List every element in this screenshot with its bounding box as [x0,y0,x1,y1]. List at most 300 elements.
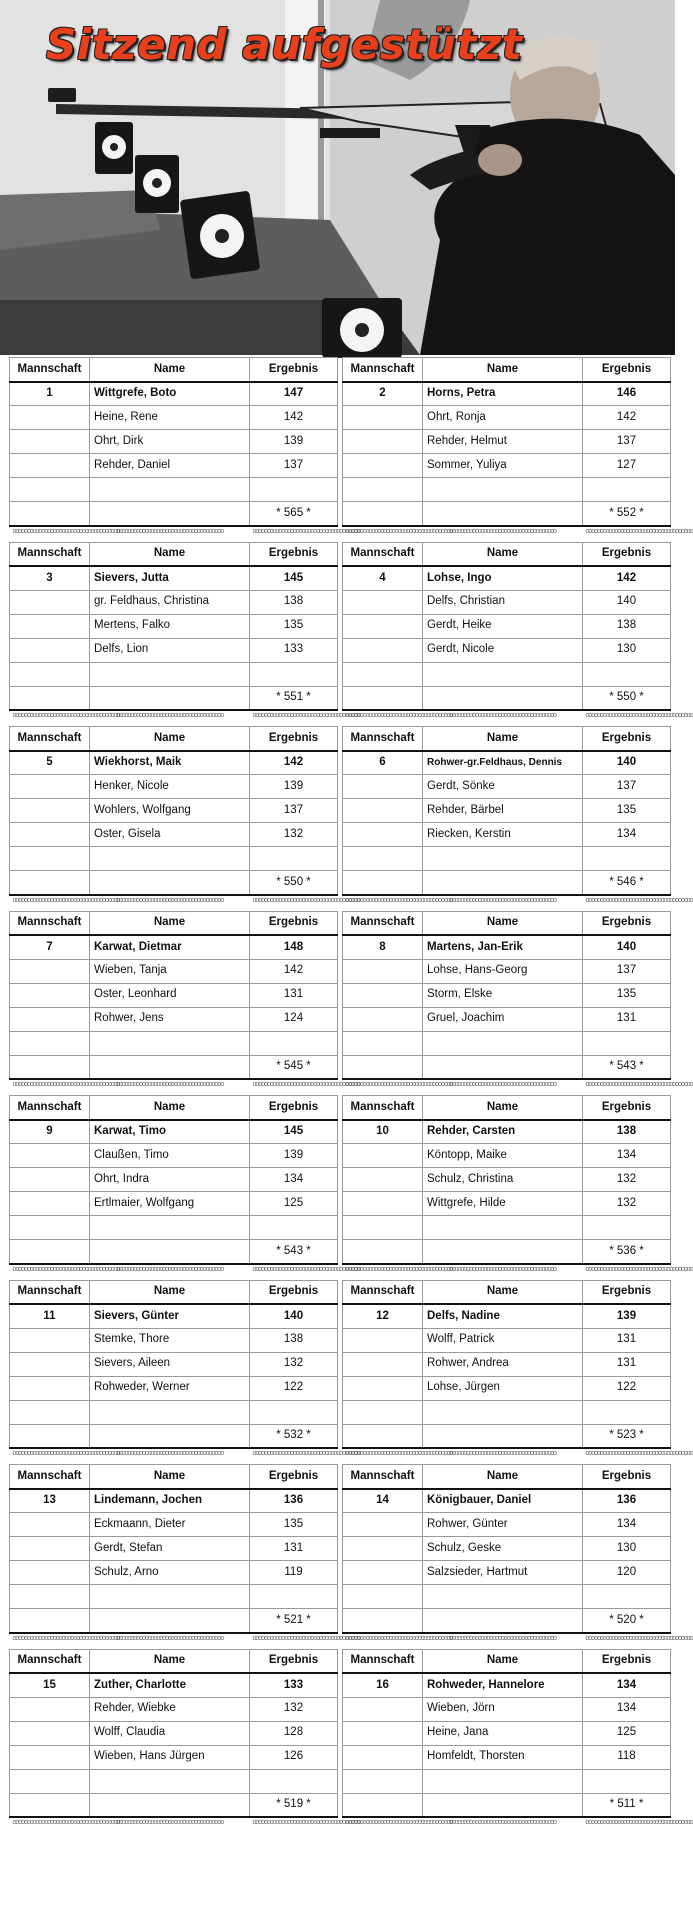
blank-row [343,1216,671,1240]
member-score: 134 [583,823,671,847]
team-number [10,1168,90,1192]
column-header-result: Ergebnis [583,727,671,751]
blank-row [343,662,671,686]
column-header-result: Ergebnis [250,1465,338,1489]
total-row [10,1793,338,1817]
team-total: * 543 * [583,1055,671,1079]
member-score: 137 [250,454,338,478]
column-header-name: Name [423,358,583,382]
total-row [343,686,671,710]
member-name: Köntopp, Maike [423,1144,583,1168]
member-score: 139 [250,1144,338,1168]
table-row [343,1561,671,1585]
column-header-name: Name [90,1096,250,1120]
member-score: 130 [583,1537,671,1561]
member-score: 139 [583,1304,671,1328]
team-total: * 552 * [583,502,671,526]
team-row [9,726,693,911]
team-table [9,1649,360,1834]
team-number: 12 [343,1304,423,1328]
dotted-separator: ooooooooooooooooooooooooooooooooooooo ooooooooooooooooooooooooooooooooooooo ooooooooooooooooooooooooooooooooooooo [343,710,671,726]
column-header-name: Name [90,727,250,751]
member-name: Sievers, Günter [90,1304,250,1328]
member-score: 133 [250,1673,338,1697]
table-row [10,1328,338,1352]
table-header-row [343,1280,671,1304]
member-name: Rehder, Wiebke [90,1697,250,1721]
member-name: Sievers, Jutta [90,566,250,590]
member-name: Mertens, Falko [90,614,250,638]
team-number [343,1561,423,1585]
blank-row [343,1400,671,1424]
table-row [343,1376,671,1400]
table-row [10,566,338,590]
table-row [343,799,671,823]
table-row [10,1561,338,1585]
table-header-row [343,1465,671,1489]
dotted-separator: ooooooooooooooooooooooooooooooooooooo ooooooooooooooooooooooooooooooooooooo ooooooooooooooooooooooooooooooooooooo [343,1817,671,1833]
column-header-name: Name [423,727,583,751]
team-number [343,959,423,983]
team-number [10,799,90,823]
team-number: 13 [10,1489,90,1513]
column-header-name: Name [90,1465,250,1489]
column-header-result: Ergebnis [583,542,671,566]
member-score: 138 [250,1328,338,1352]
table-header-row [10,727,338,751]
member-name: Gerdt, Heike [423,614,583,638]
member-score: 146 [583,382,671,406]
team-number [10,1352,90,1376]
member-score: 145 [250,1120,338,1144]
column-header-name: Name [423,1280,583,1304]
team-table [342,357,693,542]
team-table [342,1649,693,1834]
member-name: Delfs, Lion [90,638,250,662]
member-score: 131 [583,1352,671,1376]
table-row [10,1120,338,1144]
member-score: 132 [250,1352,338,1376]
table-row [10,590,338,614]
member-name: Zuther, Charlotte [90,1673,250,1697]
team-table [342,726,693,911]
table-row [343,614,671,638]
team-row [9,542,693,727]
table-header-row [343,1096,671,1120]
team-number [10,959,90,983]
column-header-result: Ergebnis [583,1096,671,1120]
team-number [343,983,423,1007]
table-row [343,454,671,478]
team-number: 10 [343,1120,423,1144]
member-score: 137 [250,799,338,823]
column-header-team: Mannschaft [343,911,423,935]
member-name: Königbauer, Daniel [423,1489,583,1513]
table-row [10,1513,338,1537]
column-header-name: Name [423,1096,583,1120]
table-row [343,1673,671,1697]
team-number [343,1168,423,1192]
member-name: Heine, Rene [90,406,250,430]
team-number [343,1007,423,1031]
team-number [343,1144,423,1168]
table-row [343,382,671,406]
team-number: 6 [343,751,423,775]
team-number [10,1745,90,1769]
total-row [10,502,338,526]
member-score: 137 [583,959,671,983]
member-score: 138 [583,614,671,638]
team-table [342,542,693,727]
dotted-separator: ooooooooooooooooooooooooooooooooooooo ooooooooooooooooooooooooooooooooooooo ooooooooooooooooooooooooooooooooooooo [343,895,671,911]
member-name: Oster, Gisela [90,823,250,847]
team-number [10,1721,90,1745]
table-header-row [10,911,338,935]
member-score: 138 [583,1120,671,1144]
team-number [343,1721,423,1745]
table-header-row [343,1649,671,1673]
column-header-team: Mannschaft [10,911,90,935]
member-name: Stemke, Thore [90,1328,250,1352]
member-score: 133 [250,638,338,662]
column-header-name: Name [423,1649,583,1673]
column-header-result: Ergebnis [583,358,671,382]
blank-row [343,478,671,502]
table-row [10,799,338,823]
dotted-separator: ooooooooooooooooooooooooooooooooooooo ooooooooooooooooooooooooooooooooooooo ooooooooooooooooooooooooooooooooooooo [10,1264,338,1280]
team-total: * 520 * [583,1609,671,1633]
team-number [10,430,90,454]
total-row [343,502,671,526]
member-score: 142 [250,751,338,775]
column-header-team: Mannschaft [343,358,423,382]
member-score: 135 [583,983,671,1007]
column-header-name: Name [90,1649,250,1673]
dotted-separator: ooooooooooooooooooooooooooooooooooooo ooooooooooooooooooooooooooooooooooooo ooooooooooooooooooooooooooooooooooooo [10,710,338,726]
member-score: 138 [250,590,338,614]
member-score: 139 [250,775,338,799]
member-score: 142 [250,959,338,983]
member-score: 132 [583,1192,671,1216]
team-total: * 523 * [583,1424,671,1448]
team-number [343,1328,423,1352]
team-table [9,1280,360,1465]
column-header-team: Mannschaft [10,1465,90,1489]
table-row [343,751,671,775]
total-row [10,1424,338,1448]
member-score: 134 [583,1697,671,1721]
team-number [343,1697,423,1721]
table-row [343,1007,671,1031]
total-row [343,871,671,895]
column-header-name: Name [90,542,250,566]
team-table [342,911,693,1096]
table-row [343,935,671,959]
member-score: 134 [583,1673,671,1697]
member-name: Gerdt, Stefan [90,1537,250,1561]
member-name: Karwat, Timo [90,1120,250,1144]
member-name: Wittgrefe, Hilde [423,1192,583,1216]
team-number: 5 [10,751,90,775]
column-header-result: Ergebnis [250,358,338,382]
column-header-result: Ergebnis [250,727,338,751]
column-header-name: Name [90,911,250,935]
team-number: 14 [343,1489,423,1513]
member-name: Schulz, Arno [90,1561,250,1585]
team-number: 7 [10,935,90,959]
blank-row [10,1216,338,1240]
table-row [343,1144,671,1168]
team-number [10,983,90,1007]
column-header-name: Name [423,911,583,935]
column-header-team: Mannschaft [10,358,90,382]
member-name: Wolff, Patrick [423,1328,583,1352]
column-header-result: Ergebnis [250,911,338,935]
team-number [343,406,423,430]
team-number: 3 [10,566,90,590]
member-score: 148 [250,935,338,959]
table-row [343,959,671,983]
table-row [343,1537,671,1561]
member-name: Schulz, Christina [423,1168,583,1192]
team-number: 9 [10,1120,90,1144]
dotted-separator: ooooooooooooooooooooooooooooooooooooo ooooooooooooooooooooooooooooooooooooo ooooooooooooooooooooooooooooooooooooo [10,895,338,911]
member-score: 145 [250,566,338,590]
team-number [343,775,423,799]
page-title: Sitzend aufgestützt [46,20,523,69]
table-row [343,1745,671,1769]
team-table [9,911,360,1096]
dotted-separator: ooooooooooooooooooooooooooooooooooooo ooooooooooooooooooooooooooooooooooooo ooooooooooooooooooooooooooooooooooooo [343,526,671,542]
column-header-team: Mannschaft [10,1280,90,1304]
team-number [343,1376,423,1400]
dotted-separator: ooooooooooooooooooooooooooooooooooooo ooooooooooooooooooooooooooooooooooooo ooooooooooooooooooooooooooooooooooooo [343,1633,671,1649]
team-number [343,454,423,478]
blank-row [10,1585,338,1609]
total-row [10,686,338,710]
table-row [10,1697,338,1721]
table-header-row [343,358,671,382]
member-score: 134 [583,1513,671,1537]
member-score: 128 [250,1721,338,1745]
team-table [9,357,360,542]
blank-row [10,662,338,686]
table-row [10,1376,338,1400]
team-number [343,799,423,823]
column-header-result: Ergebnis [583,1465,671,1489]
blank-row [10,1400,338,1424]
team-number [343,1537,423,1561]
member-name: Rehder, Helmut [423,430,583,454]
team-total: * 511 * [583,1793,671,1817]
table-header-row [343,727,671,751]
total-row [10,1055,338,1079]
column-header-result: Ergebnis [250,1649,338,1673]
table-row [10,454,338,478]
column-header-team: Mannschaft [343,1465,423,1489]
team-number [343,430,423,454]
member-name: Wittgrefe, Boto [90,382,250,406]
team-number [343,614,423,638]
total-row [343,1240,671,1264]
member-name: Gruel, Joachim [423,1007,583,1031]
table-row [10,983,338,1007]
member-score: 122 [583,1376,671,1400]
team-table [9,1095,360,1280]
column-header-team: Mannschaft [343,542,423,566]
member-score: 136 [583,1489,671,1513]
table-row [343,566,671,590]
table-row [10,1352,338,1376]
table-row [10,1192,338,1216]
column-header-team: Mannschaft [343,727,423,751]
blank-row [10,478,338,502]
table-header-row [10,358,338,382]
table-row [343,1352,671,1376]
column-header-team: Mannschaft [10,727,90,751]
member-name: Gerdt, Nicole [423,638,583,662]
member-name: Rohweder, Hannelore [423,1673,583,1697]
team-number [10,1144,90,1168]
team-table [9,542,360,727]
member-name: Rohwer, Andrea [423,1352,583,1376]
table-row [10,1168,338,1192]
member-name: Ertlmaier, Wolfgang [90,1192,250,1216]
member-score: 131 [250,983,338,1007]
column-header-team: Mannschaft [343,1280,423,1304]
team-total: * 545 * [250,1055,338,1079]
team-number [343,1513,423,1537]
member-score: 131 [583,1328,671,1352]
total-row [343,1609,671,1633]
member-score: 120 [583,1561,671,1585]
table-row [10,823,338,847]
team-total: * 550 * [583,686,671,710]
team-table [342,1464,693,1649]
team-table [9,1464,360,1649]
dotted-separator: ooooooooooooooooooooooooooooooooooooo ooooooooooooooooooooooooooooooooooooo ooooooooooooooooooooooooooooooooooooo [10,526,338,542]
table-row [343,1120,671,1144]
column-header-result: Ergebnis [250,1096,338,1120]
results-grid [9,357,693,1833]
team-number [10,638,90,662]
member-name: Storm, Elske [423,983,583,1007]
member-name: Heine, Jana [423,1721,583,1745]
dotted-separator: ooooooooooooooooooooooooooooooooooooo ooooooooooooooooooooooooooooooooooooo ooooooooooooooooooooooooooooooooooooo [343,1448,671,1464]
member-name: Lohse, Hans-Georg [423,959,583,983]
team-total: * 543 * [250,1240,338,1264]
table-row [10,638,338,662]
table-row [10,959,338,983]
member-score: 137 [583,775,671,799]
member-score: 142 [583,406,671,430]
table-row [10,1537,338,1561]
member-name: Riecken, Kerstin [423,823,583,847]
member-name: Schulz, Geske [423,1537,583,1561]
team-total: * 546 * [583,871,671,895]
member-name: gr. Feldhaus, Christina [90,590,250,614]
table-row [343,1489,671,1513]
table-row [10,430,338,454]
total-row [343,1793,671,1817]
member-score: 140 [583,590,671,614]
team-number [10,1513,90,1537]
table-row [10,935,338,959]
member-score: 132 [250,823,338,847]
team-total: * 536 * [583,1240,671,1264]
dotted-separator: ooooooooooooooooooooooooooooooooooooo ooooooooooooooooooooooooooooooooooooo ooooooooooooooooooooooooooooooooooooo [10,1817,338,1833]
table-row [343,1721,671,1745]
column-header-result: Ergebnis [583,1280,671,1304]
table-row [343,1328,671,1352]
table-header-row [343,911,671,935]
blank-row [343,847,671,871]
column-header-team: Mannschaft [343,1649,423,1673]
team-row [9,1649,693,1834]
member-name: Wieben, Jörn [423,1697,583,1721]
table-row [10,1673,338,1697]
team-total: * 550 * [250,871,338,895]
team-number [10,1376,90,1400]
member-score: 127 [583,454,671,478]
team-number: 2 [343,382,423,406]
member-name: Lohse, Jürgen [423,1376,583,1400]
team-table [9,726,360,911]
table-row [343,430,671,454]
member-score: 131 [583,1007,671,1031]
member-name: Lindemann, Jochen [90,1489,250,1513]
table-row [10,1745,338,1769]
team-number [10,1007,90,1031]
table-row [10,775,338,799]
member-score: 125 [583,1721,671,1745]
team-number: 4 [343,566,423,590]
table-header-row [10,1649,338,1673]
team-number [10,775,90,799]
team-number: 11 [10,1304,90,1328]
member-score: 142 [250,406,338,430]
team-number [10,590,90,614]
team-number [10,823,90,847]
member-score: 140 [583,751,671,775]
table-row [343,775,671,799]
member-name: Delfs, Christian [423,590,583,614]
team-number [10,1192,90,1216]
member-name: Lohse, Ingo [423,566,583,590]
column-header-name: Name [423,1465,583,1489]
dotted-separator: ooooooooooooooooooooooooooooooooooooo ooooooooooooooooooooooooooooooooooooo ooooooooooooooooooooooooooooooooooooo [10,1079,338,1095]
column-header-team: Mannschaft [343,1096,423,1120]
total-row [10,1240,338,1264]
table-row [343,1697,671,1721]
member-name: Rehder, Carsten [423,1120,583,1144]
table-row [10,382,338,406]
table-header-row [10,1280,338,1304]
team-row [9,1280,693,1465]
member-name: Claußen, Timo [90,1144,250,1168]
member-score: 147 [250,382,338,406]
member-score: 135 [250,1513,338,1537]
member-score: 126 [250,1745,338,1769]
member-score: 125 [250,1192,338,1216]
table-row [343,638,671,662]
table-row [343,1192,671,1216]
member-score: 142 [583,566,671,590]
blank-row [10,847,338,871]
member-name: Eckmaann, Dieter [90,1513,250,1537]
member-name: Homfeldt, Thorsten [423,1745,583,1769]
member-name: Rohweder, Werner [90,1376,250,1400]
